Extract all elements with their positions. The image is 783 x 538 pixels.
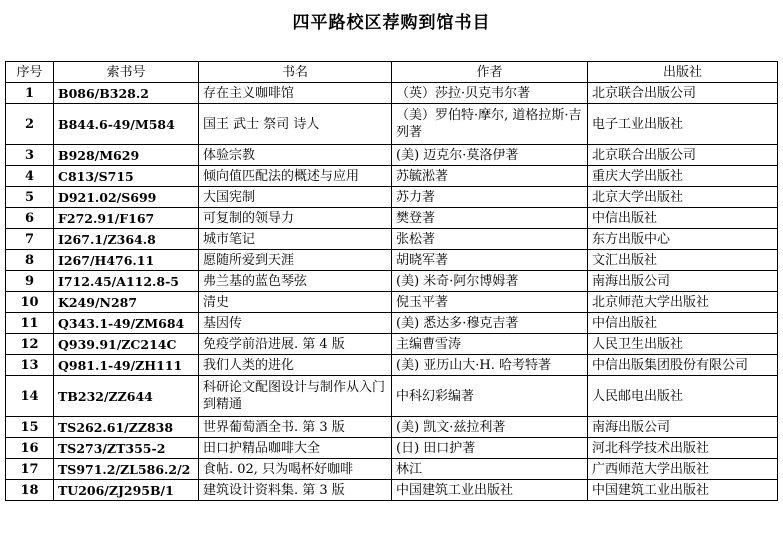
row-number: 6 [6,208,54,229]
call-number: Q939.91/ZC214C [54,334,199,355]
page-title: 四平路校区荐购到馆书目 [292,13,491,33]
table-row [6,250,778,271]
table-row [6,83,778,104]
row-number: 13 [6,355,54,376]
row-number: 9 [6,271,54,292]
table-row [6,355,778,376]
book-title: 基因传 [199,313,392,334]
table-row [6,271,778,292]
row-number: 11 [6,313,54,334]
row-number: 17 [6,459,54,480]
book-author: 樊登著 [392,208,588,229]
book-author: 倪玉平著 [392,292,588,313]
book-publisher: 南海出版公司 [588,271,778,292]
call-number: TU206/ZJ295B/1 [54,480,199,501]
call-number: D921.02/S699 [54,187,199,208]
book-title: 存在主义咖啡馆 [199,83,392,104]
book-author: 胡晓军著 [392,250,588,271]
call-number: I267.1/Z364.8 [54,229,199,250]
table-row [6,417,778,438]
book-title: 田口护精品咖啡大全 [199,438,392,459]
call-number: Q343.1-49/ZM684 [54,313,199,334]
book-author: 主编曹雪涛 [392,334,588,355]
table-row [6,145,778,166]
call-number: TS262.61/ZZ838 [54,417,199,438]
table-row [6,459,778,480]
book-author: (美) 悉达多·穆克吉著 [392,313,588,334]
call-number: K249/N287 [54,292,199,313]
call-number: B844.6-49/M584 [54,104,199,145]
call-number: TS971.2/ZL586.2/2 [54,459,199,480]
book-author: (美) 凯文·兹拉利著 [392,417,588,438]
book-publisher: 人民邮电出版社 [588,376,778,417]
row-number: 7 [6,229,54,250]
header-call-number: 索书号 [54,62,199,83]
book-publisher: 北京联合出版公司 [588,83,778,104]
row-number: 10 [6,292,54,313]
book-title: 我们人类的进化 [199,355,392,376]
book-title: 愿随所爱到天涯 [199,250,392,271]
call-number: B086/B328.2 [54,83,199,104]
book-author: (美) 亚历山大·H. 哈考特著 [392,355,588,376]
table-row [6,313,778,334]
book-publisher: 中信出版集团股份有限公司 [588,355,778,376]
book-title: 建筑设计资料集. 第 3 版 [199,480,392,501]
table-header-row [6,62,778,83]
call-number: TB232/ZZ644 [54,376,199,417]
book-title: 清史 [199,292,392,313]
book-publisher: 北京联合出版公司 [588,145,778,166]
book-author: (日) 田口护著 [392,438,588,459]
book-publisher: 广西师范大学出版社 [588,459,778,480]
book-publisher: 中信出版社 [588,313,778,334]
table-row [6,208,778,229]
book-author: （英）莎拉·贝克韦尔著 [392,83,588,104]
row-number: 4 [6,166,54,187]
table-row [6,229,778,250]
header-no: 序号 [6,62,54,83]
table-row [6,292,778,313]
book-publisher: 重庆大学出版社 [588,166,778,187]
book-title: 国王 武士 祭司 诗人 [199,104,392,145]
row-number: 16 [6,438,54,459]
table-row [6,187,778,208]
book-author: （美）罗伯特·摩尔, 道格拉斯·吉列著 [392,104,588,145]
row-number: 1 [6,83,54,104]
call-number: B928/M629 [54,145,199,166]
table-row [6,104,778,145]
table-row [6,376,778,417]
book-title: 世界葡萄酒全书. 第 3 版 [199,417,392,438]
book-publisher: 北京大学出版社 [588,187,778,208]
call-number: Q981.1-49/ZH111 [54,355,199,376]
book-author: 林江 [392,459,588,480]
book-title: 可复制的领导力 [199,208,392,229]
book-author: (美) 迈克尔·莫洛伊著 [392,145,588,166]
row-number: 3 [6,145,54,166]
book-list-table [5,61,778,501]
call-number: I712.45/A112.8-5 [54,271,199,292]
table-body [6,83,778,501]
book-author: 中国建筑工业出版社 [392,480,588,501]
row-number: 15 [6,417,54,438]
book-publisher: 北京师范大学出版社 [588,292,778,313]
book-title: 大国宪制 [199,187,392,208]
book-title: 食帖. 02, 只为喝杯好咖啡 [199,459,392,480]
book-publisher: 中国建筑工业出版社 [588,480,778,501]
table-row [6,166,778,187]
book-title: 倾向值匹配法的概述与应用 [199,166,392,187]
book-publisher: 电子工业出版社 [588,104,778,145]
call-number: I267/H476.11 [54,250,199,271]
call-number: TS273/ZT355-2 [54,438,199,459]
book-publisher: 中信出版社 [588,208,778,229]
book-author: 中科幻彩编著 [392,376,588,417]
table-row [6,480,778,501]
header-publisher: 出版社 [588,62,778,83]
row-number: 5 [6,187,54,208]
book-publisher: 人民卫生出版社 [588,334,778,355]
book-publisher: 河北科学技术出版社 [588,438,778,459]
book-author: 张松著 [392,229,588,250]
book-publisher: 南海出版公司 [588,417,778,438]
book-title: 体验宗教 [199,145,392,166]
row-number: 2 [6,104,54,145]
book-author: 苏毓淞著 [392,166,588,187]
book-author: 苏力著 [392,187,588,208]
row-number: 8 [6,250,54,271]
header-author: 作者 [392,62,588,83]
book-title: 弗兰基的蓝色琴弦 [199,271,392,292]
book-title: 科研论文配图设计与制作从入门到精通 [199,376,392,417]
row-number: 18 [6,480,54,501]
table-row [6,438,778,459]
call-number: C813/S715 [54,166,199,187]
book-title: 城市笔记 [199,229,392,250]
row-number: 14 [6,376,54,417]
book-author: (美) 米奇·阿尔博姆著 [392,271,588,292]
row-number: 12 [6,334,54,355]
header-title: 书名 [199,62,392,83]
call-number: F272.91/F167 [54,208,199,229]
book-title: 免疫学前沿进展. 第 4 版 [199,334,392,355]
table-row [6,334,778,355]
book-publisher: 文汇出版社 [588,250,778,271]
book-publisher: 东方出版中心 [588,229,778,250]
